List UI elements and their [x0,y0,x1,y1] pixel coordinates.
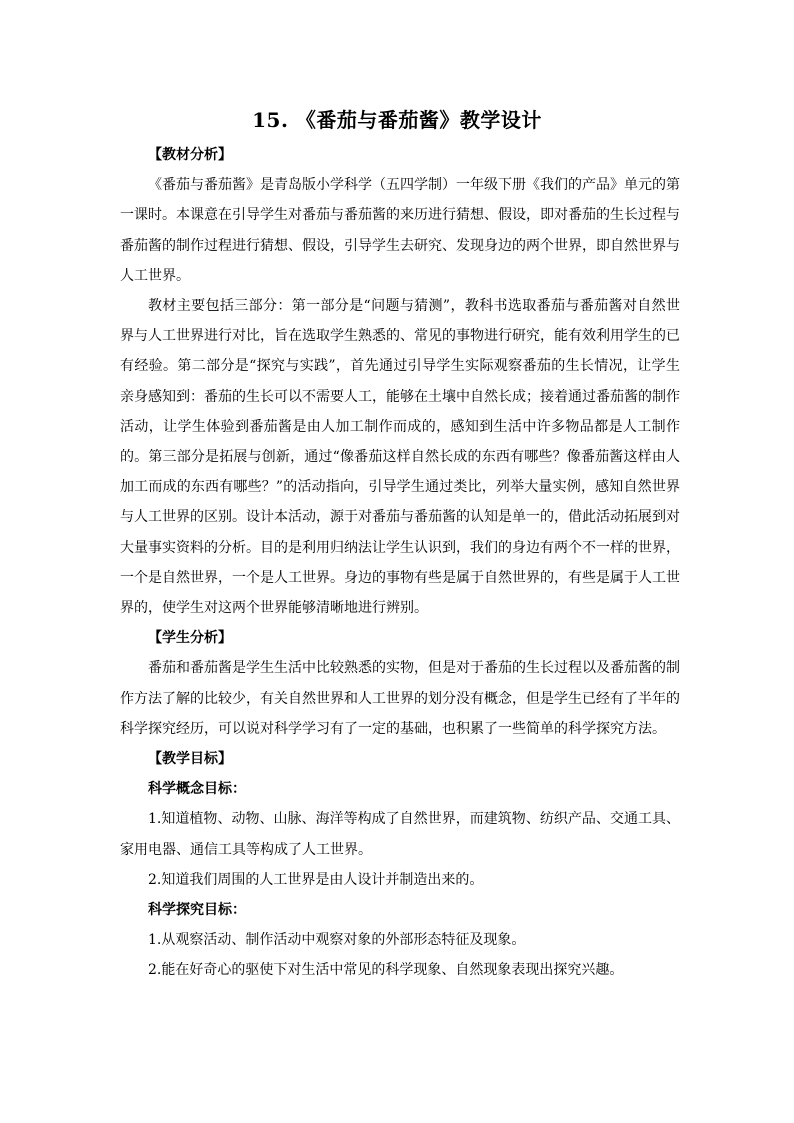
list-item-inquiry-goal: 2.能在好奇心的驱使下对生活中常见的科学现象、自然现象表现出探究兴趣。 [148,962,624,979]
list-item-concept-goal: 1.知道植物、动物、山脉、海洋等构成了自然世界，而建筑物、纺织产品、交通工具、家用电器、通信工具等构成了人工世界。 [120,811,680,858]
list-item-inquiry-goal: 1.从观察活动、制作活动中观察对象的外部形态特征及现象。 [148,932,526,949]
paragraph-student-analysis: 番茄和番茄酱是学生生活中比较熟悉的实物，但是对于番茄的生长过程以及番茄酱的制作方法了解的比较少，有关自然世界和人工世界的划分没有概念，但是学生已经有了半年的科学探究经历，可以说对科学学习有了一定的基础，也积累了一些简单的科学探究方法。 [120,660,680,737]
paragraph-textbook-structure: 教材主要包括三部分：第一部分是“问题与猜测”，教科书选取番茄与番茄酱对自然世界与人工世界进行对比，旨在选取学生熟悉的、常见的事物进行研究，能有效利用学生的已有经验。第二部分是“探究与实践”，首先通过引导学生实际观察番茄的生长情况，让学生亲身感知到：番茄的生长可以不需要人工，能够在土壤中自然长成；接着通过番茄酱的制作活动，让学生体验到番茄酱是由人加工制作而成的，感知到生活中许多物品都是人工制作的。第三部分是拓展与创新，通过“像番茄这样自然长成的东西有哪些？像番茄酱这样由人加工而成的东西有哪些？”的活动指向，引导学生通过类比，列举大量实例，感知自然世界与人工世界的区别。设计本活动，源于对番茄与番茄酱的认知是单一的，借此活动拓展到对大量事实资料的分析。目的是利用归纳法让学生认识到，我们的身边有两个不一样的世界，一个是自然世界，一个是人工世界。身边的事物有些是属于自然世界的，有些是属于人工世界的，使学生对这两个世界能够清晰地进行辨别。 [120,298,680,617]
document-title: 15. 《番茄与番茄酱》教学设计 [252,108,542,132]
paragraph-textbook-intro: 《番茄与番茄酱》是青岛版小学科学（五四学制）一年级下册《我们的产品》单元的第一课时。本课意在引导学生对番茄与番茄酱的来历进行猜想、假设，即对番茄的生长过程与番茄酱的制作过程进行猜想、假设，引导学生去研究、发现身边的两个世界，即自然世界与人工世界。 [120,177,680,284]
subheading-concept-goals: 科学概念目标： [148,781,246,798]
list-item-concept-goal: 2.知道我们周围的人工世界是由人设计并制造出来的。 [148,871,484,888]
section-heading-teaching-goals: 【教学目标】 [148,751,232,768]
subheading-inquiry-goals: 科学探究目标： [148,902,246,919]
document-body [120,140,680,986]
section-heading-textbook-analysis: 【教材分析】 [148,147,232,163]
section-heading-student-analysis: 【学生分析】 [148,630,232,647]
